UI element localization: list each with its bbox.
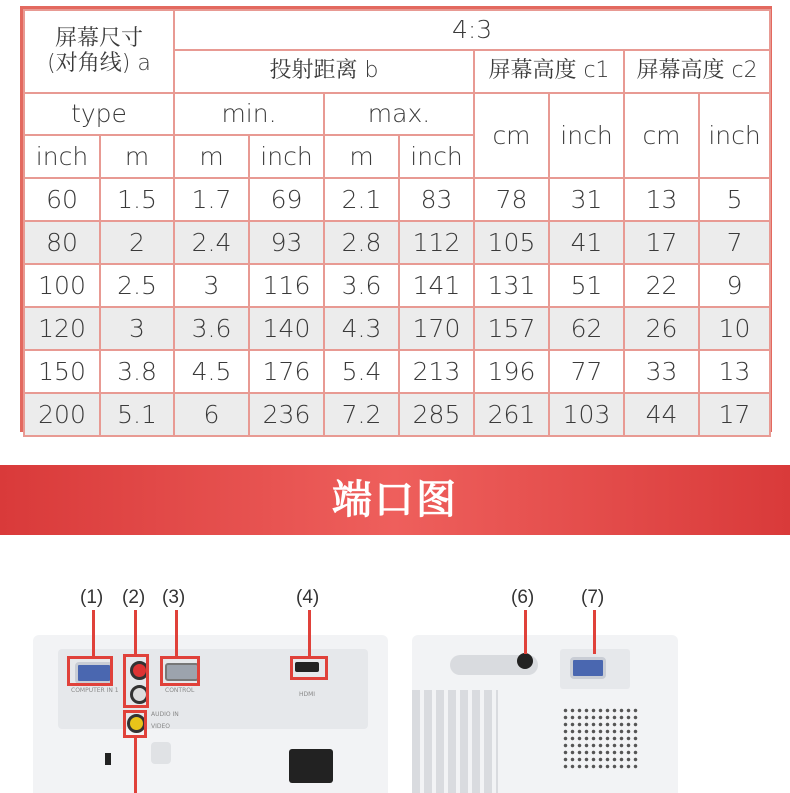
table-cell: 150 <box>24 350 100 393</box>
table-cell: 2.5 <box>100 264 174 307</box>
table-cell: 120 <box>24 307 100 350</box>
table-cell: 196 <box>474 350 549 393</box>
header-m-max: m <box>324 135 399 178</box>
audio-out-jack <box>517 653 533 669</box>
header-screen-size-text: 屏幕尺寸 <box>54 26 143 52</box>
header-inch-c1: inch <box>549 93 624 178</box>
table-cell: 213 <box>399 350 474 393</box>
header-inch-min: inch <box>249 135 324 178</box>
leader-line-4 <box>308 610 311 656</box>
speaker-grill <box>562 707 638 769</box>
highlight-port-3 <box>160 656 200 686</box>
leader-line-5 <box>134 738 137 793</box>
header-aspect: 4:3 <box>174 10 770 50</box>
table-row <box>24 393 770 436</box>
intake-vent <box>412 690 498 793</box>
table-row <box>24 178 770 221</box>
table-cell: 3 <box>100 307 174 350</box>
port-label-3: (3) <box>162 587 186 608</box>
table-cell: 2 <box>100 221 174 264</box>
table-cell: 7 <box>699 221 770 264</box>
silk-video: VIDEO <box>151 723 171 730</box>
leader-line-1 <box>92 610 95 656</box>
port-label-4: (4) <box>296 587 320 608</box>
table-cell: 112 <box>399 221 474 264</box>
header-diagonal-text: (对角线) a <box>47 50 151 76</box>
table-cell: 100 <box>24 264 100 307</box>
table-cell: 17 <box>624 221 699 264</box>
table-cell: 2.1 <box>324 178 399 221</box>
table-cell: 261 <box>474 393 549 436</box>
highlight-port-4 <box>290 656 328 680</box>
table-cell: 69 <box>249 178 324 221</box>
table-row <box>24 264 770 307</box>
header-max: max. <box>324 93 474 135</box>
table-cell: 3.6 <box>324 264 399 307</box>
port-diagram <box>0 570 790 793</box>
table-cell: 176 <box>249 350 324 393</box>
header-cm-c2: cm <box>624 93 699 178</box>
table-cell: 44 <box>624 393 699 436</box>
table-row <box>24 307 770 350</box>
vga-port-monitor-out <box>570 657 606 679</box>
table-cell: 31 <box>549 178 624 221</box>
table-cell: 83 <box>399 178 474 221</box>
header-height-c2: 屏幕高度 c2 <box>624 50 770 93</box>
power-inlet <box>289 749 333 783</box>
header-m-min: m <box>174 135 249 178</box>
table-cell: 141 <box>399 264 474 307</box>
header-cm-c1: cm <box>474 93 549 178</box>
table-cell: 2.4 <box>174 221 249 264</box>
highlight-port-5 <box>123 710 147 738</box>
table-cell: 3 <box>174 264 249 307</box>
header-min: min. <box>174 93 324 135</box>
port-label-6: (6) <box>511 587 535 608</box>
table-row <box>24 350 770 393</box>
table-cell: 3.6 <box>174 307 249 350</box>
table-cell: 116 <box>249 264 324 307</box>
silk-computer-in: COMPUTER IN 1 <box>71 687 119 694</box>
table-cell: 10 <box>699 307 770 350</box>
port-label-7: (7) <box>581 587 605 608</box>
table-cell: 170 <box>399 307 474 350</box>
table-cell: 4.3 <box>324 307 399 350</box>
table-cell: 6 <box>174 393 249 436</box>
table-cell: 41 <box>549 221 624 264</box>
header-inch-c2: inch <box>699 93 770 178</box>
silk-hdmi: HDMI <box>299 691 316 698</box>
leader-line-7 <box>593 610 596 654</box>
table-cell: 285 <box>399 393 474 436</box>
table-cell: 13 <box>699 350 770 393</box>
rear-panel-right <box>412 635 678 793</box>
leader-line-6 <box>524 610 527 654</box>
header-inch-max: inch <box>399 135 474 178</box>
silk-audio-in: AUDIO IN <box>151 711 179 718</box>
section-banner <box>0 465 790 535</box>
port-label-2: (2) <box>122 587 146 608</box>
table-cell: 236 <box>249 393 324 436</box>
header-m-a: m <box>100 135 174 178</box>
table-cell: 4.5 <box>174 350 249 393</box>
security-slot <box>105 753 111 765</box>
spec-table <box>23 9 771 437</box>
table-cell: 9 <box>699 264 770 307</box>
table-cell: 3.8 <box>100 350 174 393</box>
table-cell: 33 <box>624 350 699 393</box>
table-cell: 77 <box>549 350 624 393</box>
lock-slot <box>151 742 171 764</box>
silk-control: CONTROL <box>165 687 195 694</box>
table-cell: 5.4 <box>324 350 399 393</box>
highlight-port-1 <box>67 656 113 686</box>
table-cell: 7.2 <box>324 393 399 436</box>
table-cell: 157 <box>474 307 549 350</box>
table-cell: 103 <box>549 393 624 436</box>
table-cell: 140 <box>249 307 324 350</box>
leader-line-2 <box>134 610 137 654</box>
table-cell: 22 <box>624 264 699 307</box>
table-cell: 105 <box>474 221 549 264</box>
header-inch-a: inch <box>24 135 100 178</box>
table-cell: 26 <box>624 307 699 350</box>
table-cell: 78 <box>474 178 549 221</box>
table-cell: 93 <box>249 221 324 264</box>
table-cell: 1.7 <box>174 178 249 221</box>
table-cell: 13 <box>624 178 699 221</box>
highlight-port-2 <box>123 654 149 708</box>
table-cell: 5 <box>699 178 770 221</box>
port-label-1: (1) <box>80 587 104 608</box>
header-height-c1: 屏幕高度 c1 <box>474 50 624 93</box>
leader-line-3 <box>175 610 178 656</box>
projection-spec-table <box>20 6 772 432</box>
header-throw-distance: 投射距离 b <box>174 50 474 93</box>
table-cell: 60 <box>24 178 100 221</box>
table-cell: 62 <box>549 307 624 350</box>
table-cell: 131 <box>474 264 549 307</box>
table-cell: 200 <box>24 393 100 436</box>
table-cell: 51 <box>549 264 624 307</box>
table-row <box>24 221 770 264</box>
header-screen-size <box>24 10 174 93</box>
table-cell: 2.8 <box>324 221 399 264</box>
table-cell: 17 <box>699 393 770 436</box>
header-type: type <box>24 93 174 135</box>
table-cell: 5.1 <box>100 393 174 436</box>
banner-title: 端口图 <box>332 477 458 523</box>
table-cell: 80 <box>24 221 100 264</box>
table-cell: 1.5 <box>100 178 174 221</box>
